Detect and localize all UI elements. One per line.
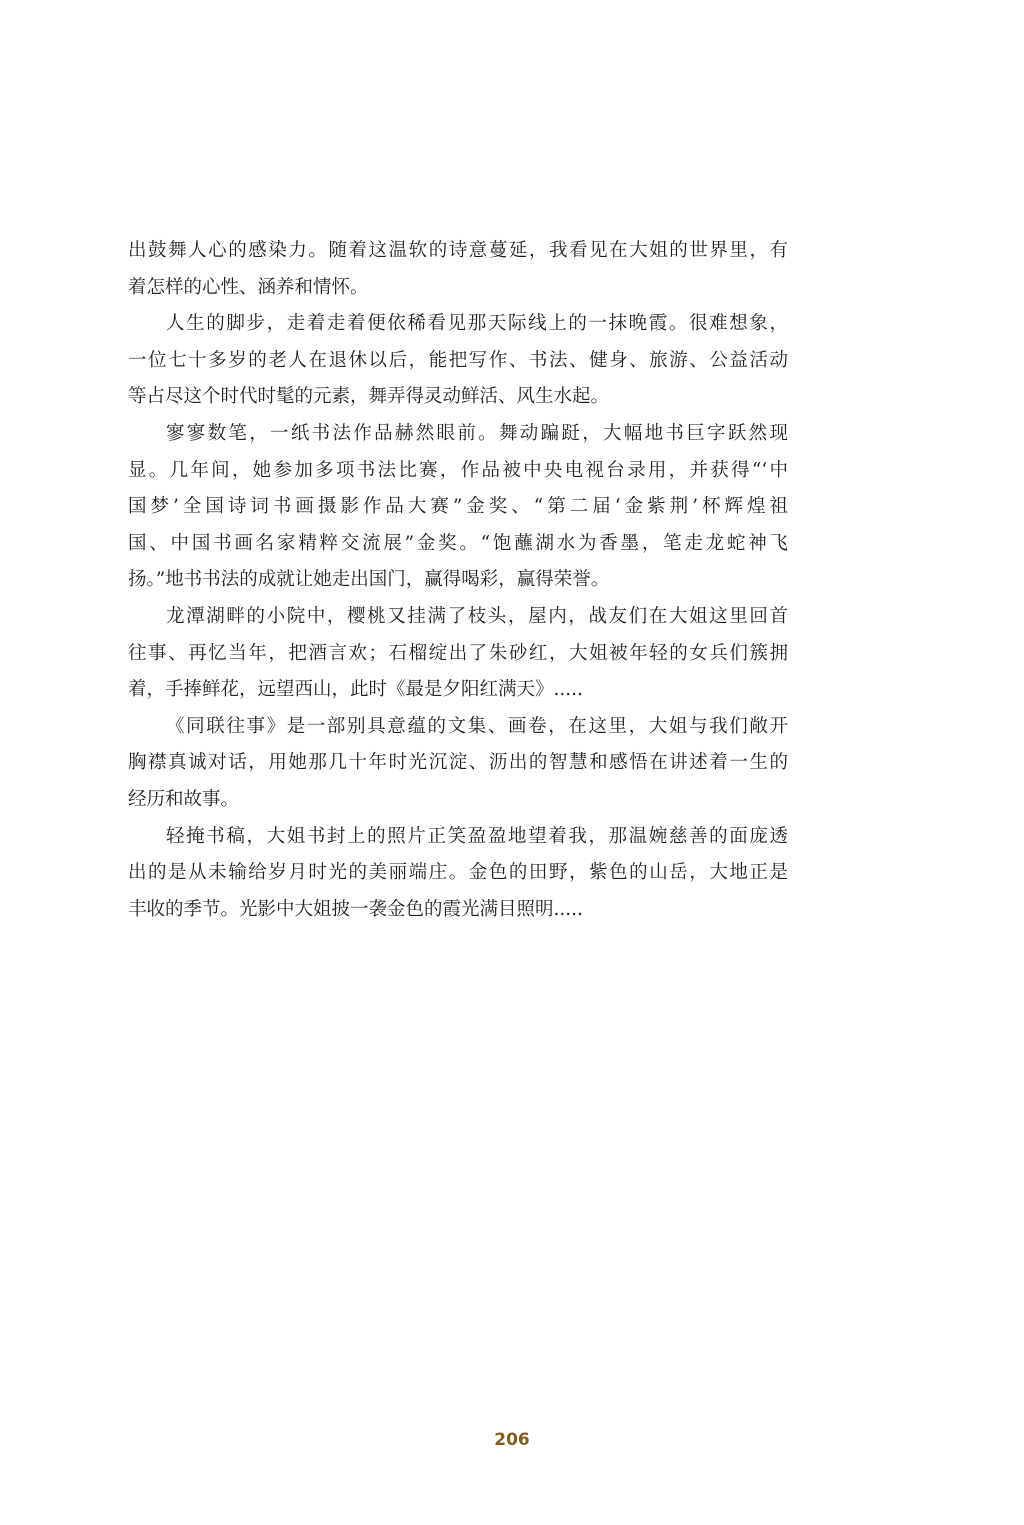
body-text: [128, 233, 788, 928]
text-line: 国、中国书画名家精粹交流展”金奖。“饱蘸湖水为香墨，笔走龙蛇神飞: [128, 532, 788, 554]
text-line: 扬。”地书书法的成就让她走出国门，赢得喝彩，赢得荣誉。: [128, 569, 610, 591]
paragraph-first-line: 寥寥数笔，一纸书法作品赫然眼前。舞动蹁跹，大幅地书巨字跃然现: [166, 422, 788, 444]
text-line: 胸襟真诚对话，用她那几十年时光沉淀、沥出的智慧和感悟在讲述着一生的: [128, 752, 788, 774]
paragraph-first-line: 轻掩书稿，大姐书封上的照片正笑盈盈地望着我，那温婉慈善的面庞透: [166, 825, 788, 847]
text-line: 着怎样的心性、涵养和情怀。: [128, 276, 369, 298]
text-line: 往事、再忆当年，把酒言欢；石榴绽出了朱砂红，大姐被年轻的女兵们簇拥: [128, 642, 788, 664]
paragraph-first-line: 《同联往事》是一部别具意蕴的文集、画卷，在这里，大姐与我们敞开: [166, 715, 788, 737]
text-line: 出鼓舞人心的感染力。随着这温软的诗意蔓延，我看见在大姐的世界里，有: [128, 240, 788, 261]
text-line: 丰收的季节。光影中大姐披一袭金色的霞光满目照明.....: [128, 898, 583, 920]
text-line: 着，手捧鲜花，远望西山，此时《最是夕阳红满天》.....: [128, 679, 583, 701]
text-line: 经历和故事。: [128, 788, 240, 810]
text-line: 出的是从未输给岁月时光的美丽端庄。金色的田野，紫色的山岳，大地正是: [128, 862, 788, 884]
page-number: 206: [494, 1430, 530, 1450]
text-line: 一位七十多岁的老人在退休以后，能把写作、书法、健身、旅游、公益活动: [128, 349, 788, 371]
text-line: 等占尽这个时代时髦的元素，舞弄得灵动鲜活、风生水起。: [128, 386, 610, 408]
paragraph-first-line: 龙潭湖畔的小院中，樱桃又挂满了枝头，屋内，战友们在大姐这里回首: [166, 605, 788, 627]
paragraph-first-line: 人生的脚步，走着走着便依稀看见那天际线上的一抹晚霞。很难想象，: [166, 313, 788, 335]
text-line: 国梦’全国诗词书画摄影作品大赛”金奖、“第二届‘金紫荆’杯辉煌祖: [128, 496, 788, 518]
text-line: 显。几年间，她参加多项书法比赛，作品被中央电视台录用，并获得“‘中: [128, 459, 788, 481]
